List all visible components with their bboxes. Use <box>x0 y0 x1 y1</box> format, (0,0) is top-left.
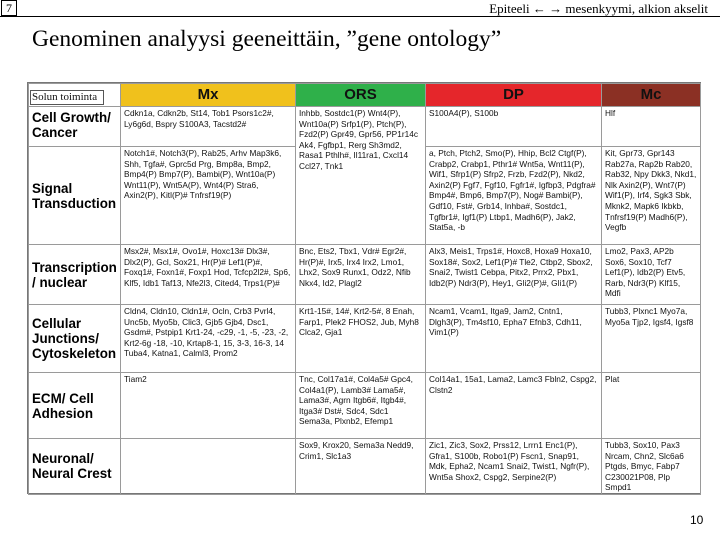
header-divider <box>0 16 720 17</box>
cell-mx: Tiam2 <box>121 373 296 439</box>
cell-mx: Msx2#, Msx1#, Ovo1#, Hoxc13# Dlx3#, Dlx2(P), Gcl, Sox21, Hr(P)# Lef1(P)#, Foxq1#, Foxn1#, Foxp1 Hod, Tcfcp2l2#, Sp6, Klf5, Idb1 Taf13, Nfe2l3, Cited4, Trps1(P)# <box>121 245 296 305</box>
table-row-neuronal <box>29 439 701 495</box>
table-row-cellular-junctions <box>29 305 701 373</box>
cell-mx: Cldn4, Cldn10, Cldn1#, Ocln, Crb3 Pvrl4, Unc5b, Myo5b, Clic3, Gjb5 Gjb4, Dsc1, Gsdm#, Pstpip1 Krt1-24, -c29, -1, -5, -23, -2, Krt2-6g -18, -10, Krtap8-1, 15, 3-3, 16-3, 14 Tuba4, Katna1, Calml3, Prom2 <box>121 305 296 373</box>
gene-ontology-table <box>27 82 701 494</box>
column-header-mx: Mx <box>121 84 296 107</box>
slide-title: Genominen analyysi geeneittäin, ”gene ontology” <box>32 26 502 52</box>
row-label: Signal Transduction <box>29 147 121 245</box>
cell-ors: Tnc, Col17a1#, Col4a5# Gpc4, Col4a1(P), Lamb3# Lama5#, Lama3#, Agrn Itgb6#, Itgb4#, Itga3# Dst#, Sdc4, Sdc1 Sema3a, Plxnb2, Efemp1 <box>296 373 426 439</box>
cell-dp: Ncam1, Vcam1, Itga9, Jam2, Cntn1, Dlgh3(P), Tm4sf10, Epha7 Efnb3, Cdh11, Vim1(P) <box>426 305 602 373</box>
cell-mc: Lmo2, Pax3, AP2b Sox6, Sox10, Tcf7 Lef1(P), Idb2(P) Etv5, Rarb, Ndr3(P) Klf15, Mdfi <box>602 245 701 305</box>
page-number: 10 <box>690 513 704 527</box>
section-header: Epiteeli ← → mesenkyymi, alkion akselit <box>489 1 708 16</box>
cell-dp: Alx3, Meis1, Trps1#, Hoxc8, Hoxa9 Hoxa10, Sox18#, Sox2, Lef1(P)# Tle2, Ctbp2, Sbox2, Snai2, Twist1 Cebpa, Pitx2, Prrx2, Pbx1, Idb2(P) Ndr3(P), Hey1, Gli2(P)#, Gli1(P) <box>426 245 602 305</box>
cell-mx: Notch1#, Notch3(P), Rab25, Arhv Map3k6, Shh, Tgfa#, Gprc5d Prg, Bmp8a, Bmp2, Bmp4(P) Bmp7(P), Bambi(P), Wnt10a(P) Wnt11(P), Wnt5A(P), Wnt4(P) Stra6, Axin2(P), Kitl(P)# Tnfrsf19(P) <box>121 147 296 245</box>
cell-mc: Hlf <box>602 107 701 147</box>
cell-mx <box>121 439 296 495</box>
row-label: Cell Growth/ Cancer <box>29 107 121 147</box>
cell-ors: Inhbb, Sostdc1(P) Wnt4(P), Wnt10a(P) Srfp1(P), Ptch(P), Fzd2(P) Gpr49, Gpr56, PP1r14c Ak4, Fgfbp1, Rerg Sh3md2, Rasa1 Pthlh#, Il11ra1, Cxcl14 Ccl27, Tnk1 <box>296 107 426 245</box>
table-row-ecm <box>29 373 701 439</box>
cell-mx: Cdkn1a, Cdkn2b, St14, Tob1 Psors1c2#, Ly6g6d, Bspry S100A3, Tacstd2# <box>121 107 296 147</box>
cell-mc: Kit, Gpr73, Gpr143 Rab27a, Rap2b Rab20, Rab32, Npy Dkk3, Nkd1, Nlk Axin2(P), Wnt7(P) Wif1(P), Irf4, Sgk3 Sbk, Mknk2, Mapk6 Ikbkb, Tnfrsf19(P) Madh6(P), Vegfb <box>602 147 701 245</box>
corner-cell <box>29 84 121 107</box>
column-header-mc: Mc <box>602 84 701 107</box>
slide-number: 7 <box>1 0 17 16</box>
column-header-ors: ORS <box>296 84 426 107</box>
row-label: ECM/ Cell Adhesion <box>29 373 121 439</box>
cell-dp: Col14a1, 15a1, Lama2, Lamc3 Fbln2, Cspg2, Clstn2 <box>426 373 602 439</box>
cell-ors: Krt1-15#, 14#, Krt2-5#, 8 Enah, Farp1, Plek2 FHOS2, Jub, Myh8 Clca2, Gja1 <box>296 305 426 373</box>
table-row-transcription <box>29 245 701 305</box>
cell-mc: Tubb3, Plxnc1 Myo7a, Myo5a Tjp2, Igsf4, Igsf8 <box>602 305 701 373</box>
row-label: Cellular Junctions/ Cytoskeleton <box>29 305 121 373</box>
row-label: Neuronal/ Neural Crest <box>29 439 121 495</box>
cell-dp: a, Ptch, Ptch2, Smo(P), Hhip, Bcl2 Ctgf(P), Crabp2, Crabp1, Pthr1# Wnt5a, Wnt11(P), Wif1, Sfrp1(P) Sfrp2, Frzb, Fzd2(P), Nkd2, Axin2(P) Fgf7, Fgf10, Fgfr1#, Igfbp3, Pdgfra# Bmp4#, Bmp6, Bmp7(P), Nog# Bambi(P), Gdf10, Fst#, Grb14, Inhba#, Sostdc1, Tgfbr1#, Igf1(P) Ltbp1, Madh6(P), Jak2, Stat5a, -b <box>426 147 602 245</box>
cell-dp: S100A4(P), S100b <box>426 107 602 147</box>
table-row-cell-growth <box>29 107 701 147</box>
cell-mc: Tubb3, Sox10, Pax3 Nrcam, Chn2, Slc6a6 Ptgds, Bmyc, Fabp7 C230021P08, Plp Smpd1 <box>602 439 701 495</box>
table-header-row <box>29 84 701 107</box>
cell-ors: Bnc, Ets2, Tbx1, Vdr# Egr2#, Hr(P)#, Irx5, Irx4 Irx2, Lmo1, Lhx2, Sox9 Runx1, Odz2, Nfib Nkx4, Id2, Plagl2 <box>296 245 426 305</box>
cell-dp: Zic1, Zic3, Sox2, Prss12, Lrrn1 Enc1(P), Gfra1, S100b, Robo1(P) Fscn1, Snap91, Mdk, Epha2, Ncam1 Snai2, Twist1, Ngfr(P), Wnt5a Shox2, Cspg2, Serpine2(P) <box>426 439 602 495</box>
cell-function-label: Solun toiminta <box>30 90 104 105</box>
cell-mc: Plat <box>602 373 701 439</box>
cell-ors: Sox9, Krox20, Sema3a Nedd9, Crim1, Slc1a3 <box>296 439 426 495</box>
column-header-dp: DP <box>426 84 602 107</box>
row-label: Transcription/ nuclear <box>29 245 121 305</box>
